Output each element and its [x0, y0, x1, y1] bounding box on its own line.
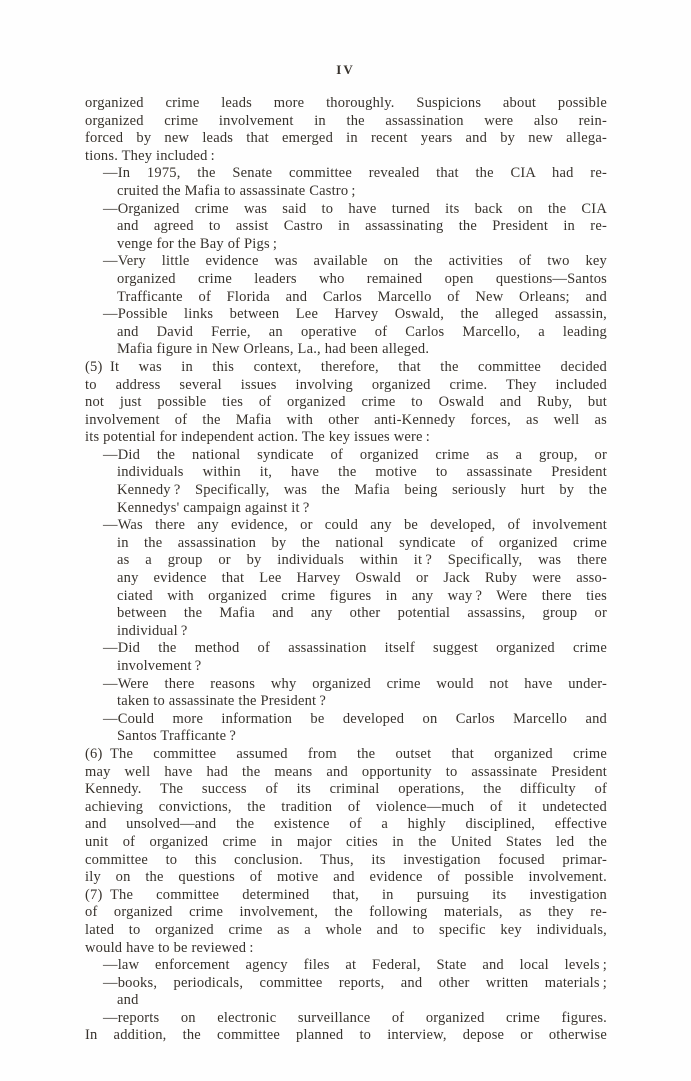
text-line: Mafia figure in New Orleans, La., had been alleged. — [117, 341, 430, 358]
text-line: In addition, the committee planned to interview, depose or otherwise — [85, 1027, 607, 1044]
paragraph — [85, 95, 607, 165]
list-item — [85, 201, 607, 254]
text-line: individual ? — [117, 622, 188, 639]
text-line: —Could more information be developed on Carlos Marcello and — [103, 710, 607, 727]
text-line: involvement ? — [117, 658, 202, 674]
text-line: Kennedy. The success of its criminal operations, the difficulty of — [85, 781, 607, 798]
list-item — [85, 165, 607, 200]
text-line: and — [117, 992, 139, 1009]
text-line: its potential for independent action. The key issues were : — [85, 429, 431, 446]
page-number: IV — [336, 62, 355, 77]
list-item — [85, 253, 607, 306]
text-line: —reports on electronic surveillance of organized crime figures. — [103, 1009, 607, 1026]
text-line: —In 1975, the Senate committee revealed that the CIA had re- — [103, 165, 607, 182]
text-line: in the assassination by the national syndicate of organized crime — [117, 534, 607, 551]
text-line: —Did the national syndicate of organized crime as a group, or — [103, 446, 607, 463]
text-line: any evidence that Lee Harvey Oswald or Jack Ruby were asso- — [117, 570, 607, 587]
text-line: venge for the Bay of Pigs ; — [117, 235, 278, 252]
text-line: —Possible links between Lee Harvey Oswald, the alleged assassin, — [103, 306, 607, 323]
text-line: —law enforcement agency files at Federal, State and local levels ; — [103, 957, 607, 974]
text-line: Kennedys' campaign against it ? — [117, 499, 310, 516]
paragraph — [85, 746, 607, 887]
text-line: —Did the method of assassination itself suggest organized crime — [103, 640, 607, 657]
text-line: ciated with organized crime figures in any way ? Were there ties — [117, 587, 607, 604]
text-line: forced by new leads that emerged in recent years and by new allega- — [85, 130, 607, 147]
text-line: —Organized crime was said to have turned its back on the CIA — [103, 200, 607, 217]
paragraph — [85, 1027, 607, 1045]
text-line: would have to be reviewed : — [85, 939, 254, 956]
text-line: tions. They included : — [85, 147, 215, 164]
list-item — [85, 306, 607, 359]
text-line: lated to organized crime as a whole and to specific key individuals, — [85, 921, 607, 938]
text-line: and unsolved—and the existence of a highly disciplined, effective — [85, 816, 607, 833]
text-line: may well have had the means and opportunity to assassinate President — [85, 763, 607, 780]
text-line: between the Mafia and any other potential assassins, group or — [117, 605, 607, 622]
text-line: involvement of the Mafia with other anti-Kennedy forces, as well as — [85, 411, 607, 428]
text-line: Santos Trafficante ? — [117, 728, 236, 745]
text-line: (6) The committee assumed from the outset that organized crime — [85, 745, 607, 762]
list-item — [85, 676, 607, 711]
list-item — [85, 640, 607, 675]
text-line: (5) It was in this context, therefore, that the committee decided — [85, 358, 607, 375]
paragraph — [85, 359, 607, 447]
text-line: cruited the Mafia to assassinate Castro ; — [117, 182, 356, 199]
text-line: —Was there any evidence, or could any be developed, of involvement — [103, 517, 607, 534]
text-line: unit of organized crime in major cities in the United States led the — [85, 833, 607, 850]
text-line: Trafficante of Florida and Carlos Marcello of New Orleans; and — [117, 288, 607, 305]
text-line: as a group or by individuals within it ? Specifically, was there — [117, 552, 607, 569]
text-line: individuals within it, have the motive to assassinate President — [117, 464, 607, 481]
text-line: and agreed to assist Castro in assassinating the President in re- — [117, 218, 607, 235]
text-line: ily on the questions of motive and evidence of possible involvement. — [85, 869, 607, 886]
list-item — [85, 711, 607, 746]
text-line: (7) The committee determined that, in pursuing its investigation — [85, 886, 607, 903]
text-line: —Were there reasons why organized crime would not have under- — [103, 675, 607, 692]
text-line: not just possible ties of organized crime to Oswald and Ruby, but — [85, 394, 607, 411]
text-line: —Very little evidence was available on the activities of two key — [103, 253, 607, 270]
list-item — [85, 517, 607, 640]
list-item — [85, 957, 607, 975]
text-line: and David Ferrie, an operative of Carlos Marcello, a leading — [117, 323, 607, 340]
text-line: achieving convictions, the tradition of violence—much of it undetected — [85, 798, 607, 815]
text-line: —books, periodicals, committee reports, and other written materials ; — [103, 974, 607, 991]
text-line: committee to this conclusion. Thus, its investigation focused primar- — [85, 851, 607, 868]
text-line: Kennedy ? Specifically, was the Mafia being seriously hurt by the — [117, 482, 607, 499]
text-line: organized crime involvement in the assassination were also rein- — [85, 112, 607, 129]
text-line: organized crime leaders who remained open questions—Santos — [117, 270, 607, 287]
text-line: of organized crime involvement, the following materials, as they re- — [85, 904, 607, 921]
text-line: taken to assassinate the President ? — [117, 693, 327, 710]
document-body — [85, 95, 607, 1045]
paragraph — [85, 887, 607, 957]
text-line: organized crime leads more thoroughly. Suspicions about possible — [85, 95, 607, 111]
text-line: to address several issues involving organized crime. They included — [85, 376, 607, 393]
list-item — [85, 447, 607, 517]
list-item — [85, 975, 607, 1010]
list-item — [85, 1010, 607, 1028]
